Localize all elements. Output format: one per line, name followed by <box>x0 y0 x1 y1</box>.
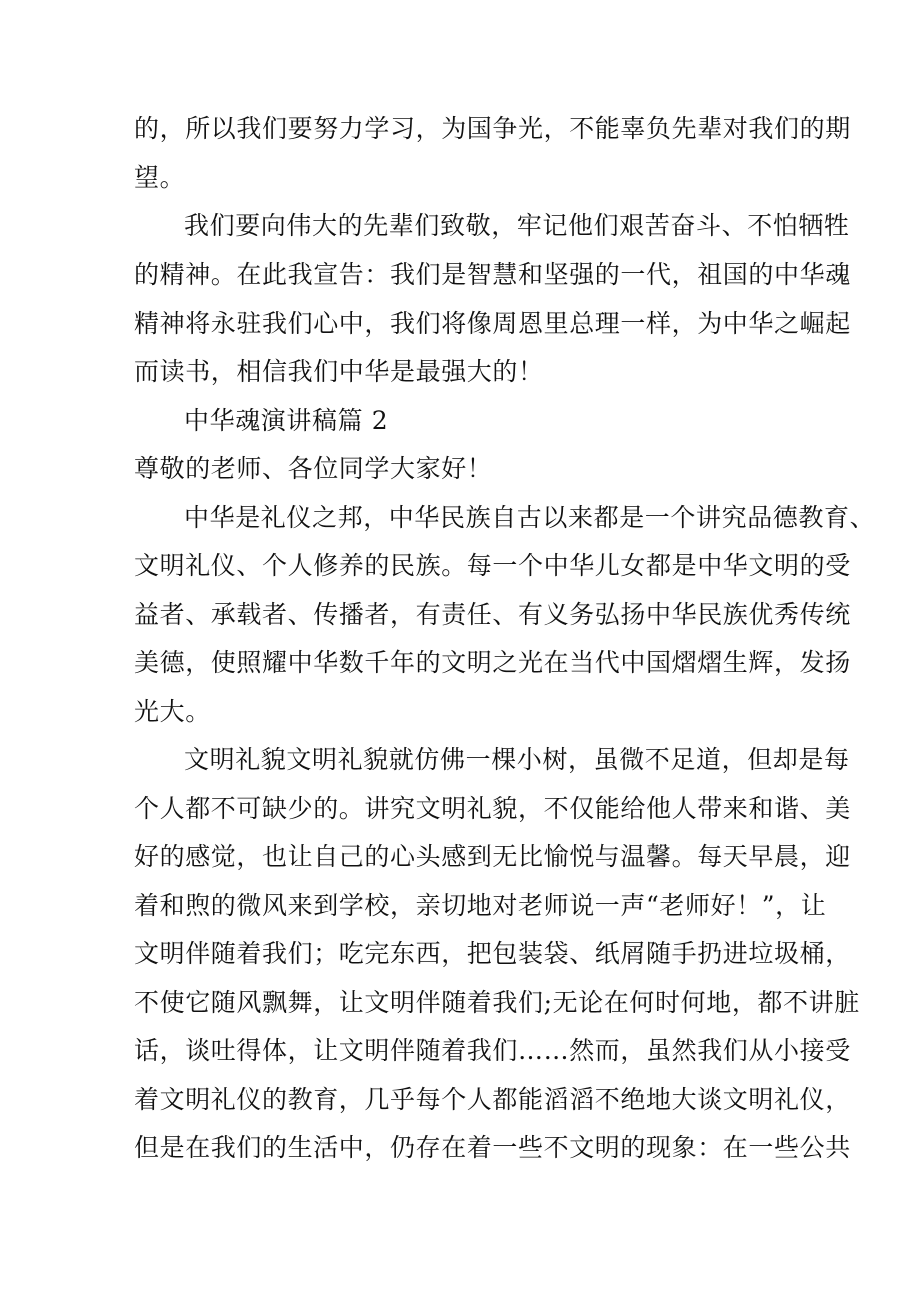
paragraph-line: 精神将永驻我们心中，我们将像周恩里总理一样，为中华之崛起 <box>134 309 851 338</box>
paragraph-line: 而读书，相信我们中华是最强大的！ <box>134 357 544 386</box>
paragraph-line: 美德，使照耀中华数千年的文明之光在当代中国熠熠生辉，发扬 <box>134 648 851 677</box>
paragraph-line: 中华是礼仪之邦，中华民族自古以来都是一个讲究品德教育、 <box>184 503 876 532</box>
paragraph-line: 益者、承载者、传播者，有责任、有义务弘扬中华民族优秀传统 <box>134 600 851 629</box>
paragraph-line: 文明礼仪、个人修养的民族。每一个中华儿女都是中华文明的受 <box>134 551 851 580</box>
salutation: 尊敬的老师、各位同学大家好！ <box>134 454 493 483</box>
paragraph-line: 着和煦的微风来到学校，亲切地对老师说一声“老师好！”，让 <box>134 891 827 920</box>
paragraph-line: 文明礼貌文明礼貌就仿佛一棵小树，虽微不足道，但却是每 <box>184 745 850 774</box>
paragraph-line: 望。 <box>134 163 186 192</box>
paragraph-line: 着文明礼仪的教育，几乎每个人都能滔滔不绝地大谈文明礼仪， <box>134 1085 851 1114</box>
paragraph-line: 的精神。在此我宣告：我们是智慧和坚强的一代，祖国的中华魂 <box>134 260 851 289</box>
paragraph-line: 但是在我们的生活中，仍存在着一些不文明的现象：在一些公共 <box>134 1133 851 1162</box>
paragraph-line: 光大。 <box>134 697 211 726</box>
paragraph-line: 个人都不可缺少的。讲究文明礼貌，不仅能给他人带来和谐、美 <box>134 794 851 823</box>
paragraph-line: 的，所以我们要努力学习，为国争光，不能辜负先辈对我们的期 <box>134 114 851 143</box>
paragraph-line: 好的感觉，也让自己的心头感到无比愉悦与温馨。每天早晨，迎 <box>134 842 851 871</box>
paragraph-line: 不使它随风飘舞，让文明伴随着我们;无论在何时何地，都不讲脏 <box>134 988 860 1017</box>
paragraph-line: 文明伴随着我们；吃完东西，把包装袋、纸屑随手扔进垃圾桶， <box>134 939 851 968</box>
paragraph-line: 我们要向伟大的先辈们致敬，牢记他们艰苦奋斗、不怕牺牲 <box>184 211 850 240</box>
section-heading: 中华魂演讲稿篇 2 <box>184 406 389 435</box>
paragraph-line: 话，谈吐得体，让文明伴随着我们……然而，虽然我们从小接受 <box>134 1036 851 1065</box>
